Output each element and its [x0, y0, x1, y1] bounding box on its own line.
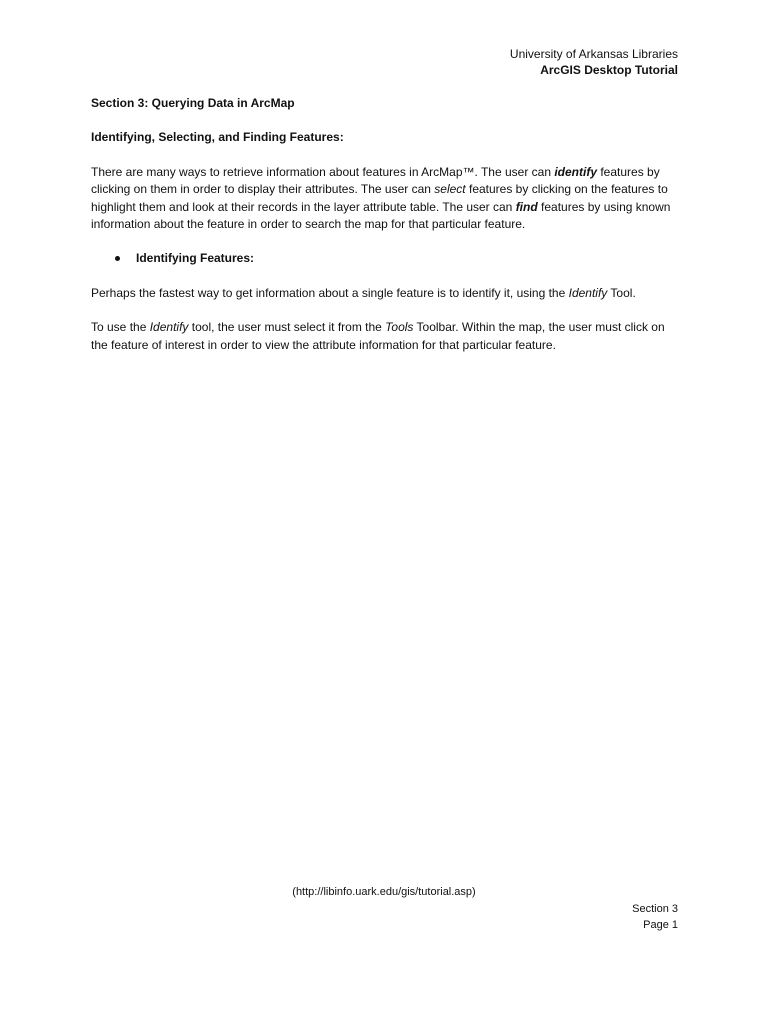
usage-paragraph: [91, 319, 678, 354]
identify-paragraph: [91, 285, 678, 302]
emphasis-select: select: [434, 182, 466, 197]
page-header: [510, 46, 678, 78]
text-run: To use the: [91, 320, 150, 335]
emphasis-identify-tool: Identify: [568, 285, 608, 300]
text-run: Toolbar. Within the map, the user must click on the feature of interest in order to view the attribute information for that particular feature.: [91, 320, 665, 352]
footer-section: Section 3: [632, 903, 678, 915]
bullet-item: [91, 250, 678, 267]
intro-paragraph: [91, 164, 678, 234]
footer-url: (http://libinfo.uark.edu/gis/tutorial.asp): [292, 886, 476, 898]
page-footer: [632, 901, 678, 933]
bullet-label: Identifying Features:: [136, 251, 255, 266]
text-run: tool, the user must select it from the: [188, 320, 386, 335]
text-run: features by clicking on them in order to display their attributes. The user can: [91, 164, 660, 197]
header-institution: University of Arkansas Libraries: [509, 47, 678, 61]
emphasis-identify-tool: Identify: [149, 320, 189, 335]
bullet-icon: [115, 256, 120, 261]
text-run: features by using known information about the feature in order to search the map for that particular feature.: [91, 199, 671, 232]
footer-page-number: Page 1: [643, 919, 678, 931]
text-run: features by clicking on the features to highlight them and look at their records in the layer attribute table. The user can: [91, 182, 668, 214]
section-title: Section 3: Querying Data in ArcMap: [91, 96, 295, 110]
text-run: There are many ways to retrieve information about features in ArcMap™. The user can: [91, 164, 555, 179]
emphasis-find: find: [515, 199, 538, 214]
text-run: Perhaps the fastest way to get information about a single feature is to identify it, using the: [91, 285, 569, 300]
header-doc-title: ArcGIS Desktop Tutorial: [540, 63, 678, 77]
emphasis-tools-toolbar: Tools: [385, 320, 414, 335]
subsection-title: Identifying, Selecting, and Finding Features:: [91, 130, 344, 145]
document-body: [91, 95, 678, 371]
emphasis-identify: identify: [554, 164, 598, 179]
text-run: Tool.: [607, 285, 636, 300]
